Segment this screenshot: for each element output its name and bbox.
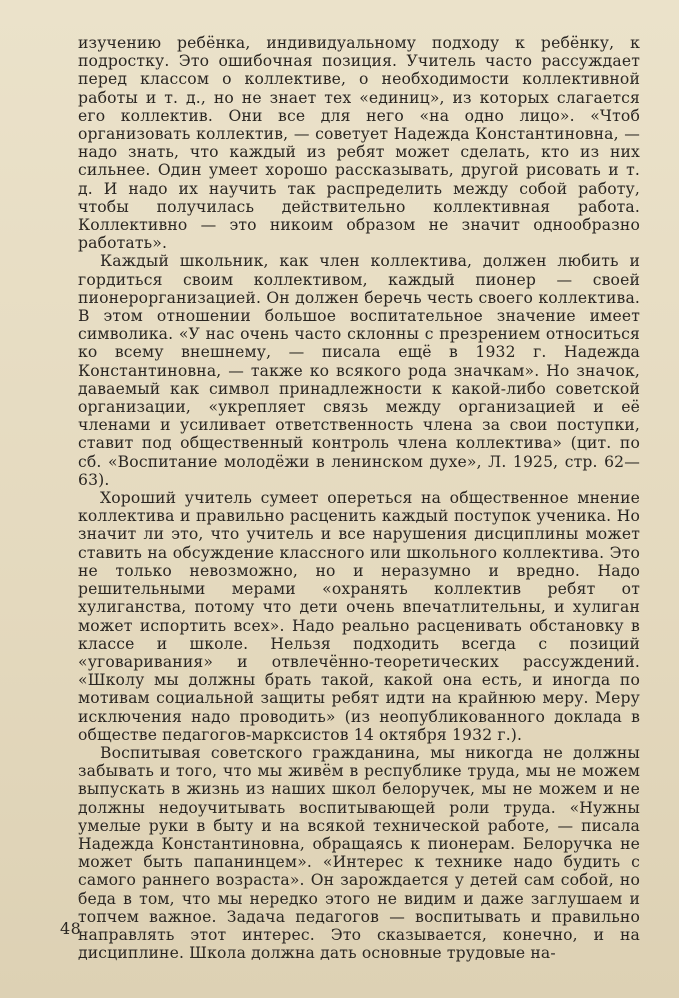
body-text	[78, 34, 640, 962]
page-number: 48	[60, 919, 82, 938]
paragraph-3: Хороший учитель сумеет опереться на общественное мнение коллектива и правильно расценить каждый поступок ученика. Но значит ли это, что учитель и все нарушения дисциплины может ставить на обсуждение классного или школьного коллектива. Это не только невозможно, но и неразумно и вредно. Надо решительными мерами «охранять коллектив ребят от хулиганства, потому что дети очень впечатлительны, и хулиган может испортить всех». Надо реально расценивать обстановку в классе и школе. Нельзя подходить всегда с позиций «уговаривания» и отвлечённо-теоретических рассуждений. «Школу мы должны брать такой, какой она есть, и иногда по мотивам социальной защиты ребят идти на крайнюю меру. Меру исключения надо проводить» (из неопубликованного доклада в обществе педагогов-марксистов 14 октября 1932 г.).	[78, 489, 640, 744]
paragraph-4: Воспитывая советского гражданина, мы никогда не должны забывать и того, что мы живём в республике труда, мы не можем выпускать в жизнь из наших школ белоручек, мы не можем и не должны недоучитывать воспитывающей роли труда. «Нужны умелые руки в быту и на всякой технической работе, — писала Надежда Константиновна, обращаясь к пионерам. Белоручка не может быть папанинцем». «Интерес к технике надо будить с самого раннего возраста». Он зарождается у детей сам собой, но беда в том, что мы нередко этого не видим и даже заглушаем и топчем важное. Задача педагогов — воспитывать и правильно направлять этот интерес. Это сказывается, конечно, и на дисциплине. Школа должна дать основные трудовые на-	[78, 743, 640, 963]
paragraph-2: Каждый школьник, как член коллектива, должен любить и гордиться своим коллективом, каждый пионер — своей пионерорганизацией. Он должен беречь честь своего коллектива. В этом отношении большое воспитательное значение имеет символика. «У нас очень часто склонны с презрением относиться ко всему внешнему, — писала ещё в 1932 г. Надежда Константиновна, — также ко всякого рода значкам». Но значок, даваемый как символ принадлежности к какой-либо советской организации, «укрепляет связь между организацией и её членами и усиливает ответственность члена за свои поступки, ставит под общественный контроль члена коллектива» (цит. по сб. «Воспитание молодёжи в ленинском духе», Л. 1925, стр. 62—63).	[78, 252, 640, 489]
paragraph-1: изучению ребёнка, индивидуальному подходу к ребёнку, к подростку. Это ошибочная позиция. Учитель часто рассуждает перед классом о коллективе, о необходимости коллективной работы и т. д., но не знает тех «единиц», из которых слагается его коллектив. Они все для него «на одно лицо». «Чтоб организовать коллектив, — советует Надежда Константиновна, — надо знать, что каждый из ребят может сделать, кто из них сильнее. Один умеет хорошо рассказывать, другой рисовать и т. д. И надо их научить так распределить между собой работу, чтобы получилась действительно коллективная работа. Коллективно — это никоим образом не значит однообразно работать».	[78, 34, 640, 253]
